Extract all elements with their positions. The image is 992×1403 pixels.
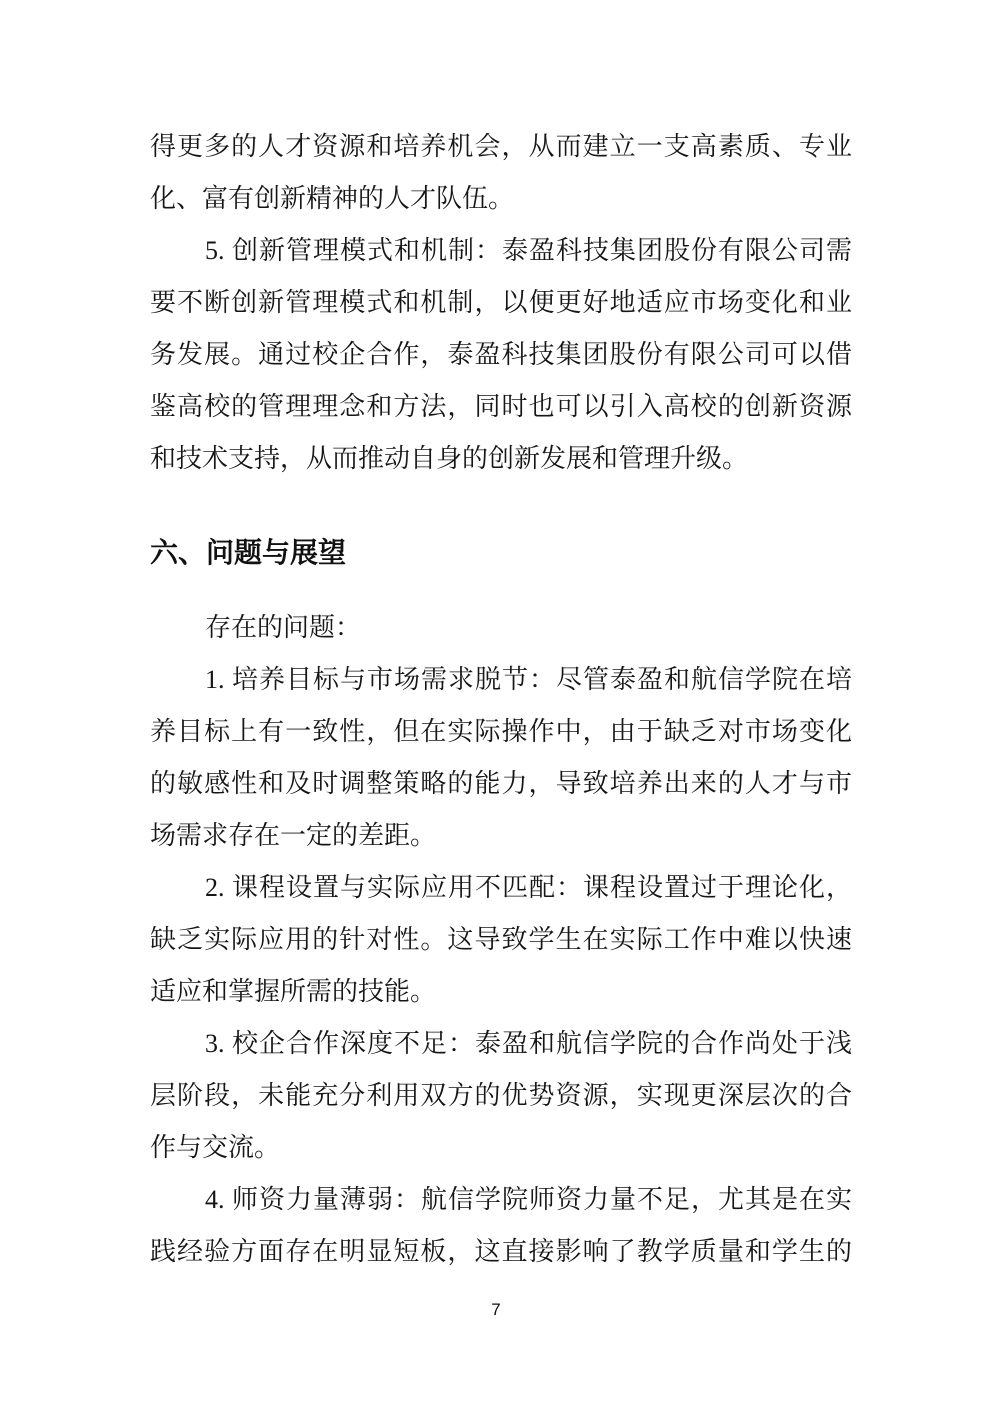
text-line: 1. 培养目标与市场需求脱节：尽管泰盈和航信学院在培: [205, 665, 852, 694]
text-line: 适应和掌握所需的技能。: [150, 977, 437, 1006]
text-line: 场需求存在一定的差距。: [150, 821, 437, 850]
text-line: 得更多的人才资源和培养机会，从而建立一支高素质、专业: [150, 132, 852, 161]
text-line: 层阶段，未能充分利用双方的优势资源，实现更深层次的合: [150, 1081, 852, 1110]
text-line: 存在的问题：: [205, 613, 362, 642]
text-line: 务发展。通过校企合作，泰盈科技集团股份有限公司可以借: [150, 340, 852, 369]
paragraph: [150, 225, 852, 485]
footer-page-number: 7: [491, 1300, 501, 1319]
text-line: 化、富有创新精神的人才队伍。: [150, 184, 515, 213]
text-line: 4. 师资力量薄弱：航信学院师资力量不足，尤其是在实: [205, 1185, 852, 1214]
text-line: 作与交流。: [150, 1133, 281, 1162]
text-line: 和技术支持，从而推动自身的创新发展和管理升级。: [150, 444, 749, 473]
section-heading: [150, 527, 852, 579]
text-line: 3. 校企合作深度不足：泰盈和航信学院的合作尚处于浅: [205, 1029, 852, 1058]
text-line: 2. 课程设置与实际应用不匹配：课程设置过于理论化，: [205, 873, 852, 902]
paragraph: [150, 1174, 852, 1278]
paragraph: [150, 1018, 852, 1174]
text-line: 要不断创新管理模式和机制，以便更好地适应市场变化和业: [150, 288, 852, 317]
text-line: 的敏感性和及时调整策略的能力，导致培养出来的人才与市: [150, 769, 852, 798]
text-line: 养目标上有一致性，但在实际操作中，由于缺乏对市场变化: [150, 717, 852, 746]
section-heading-text: 六、问题与展望: [150, 537, 347, 568]
paragraph: [150, 602, 852, 654]
paragraph: [150, 862, 852, 1018]
text-line: 鉴高校的管理理念和方法，同时也可以引入高校的创新资源: [150, 392, 852, 421]
text-line: 缺乏实际应用的针对性。这导致学生在实际工作中难以快速: [150, 925, 852, 954]
paragraph: [150, 654, 852, 862]
text-line: 5. 创新管理模式和机制：泰盈科技集团股份有限公司需: [205, 236, 852, 265]
paragraph: [150, 121, 852, 225]
text-line: 践经验方面存在明显短板，这直接影响了教学质量和学生的: [150, 1237, 852, 1266]
document-content: [150, 121, 852, 1278]
